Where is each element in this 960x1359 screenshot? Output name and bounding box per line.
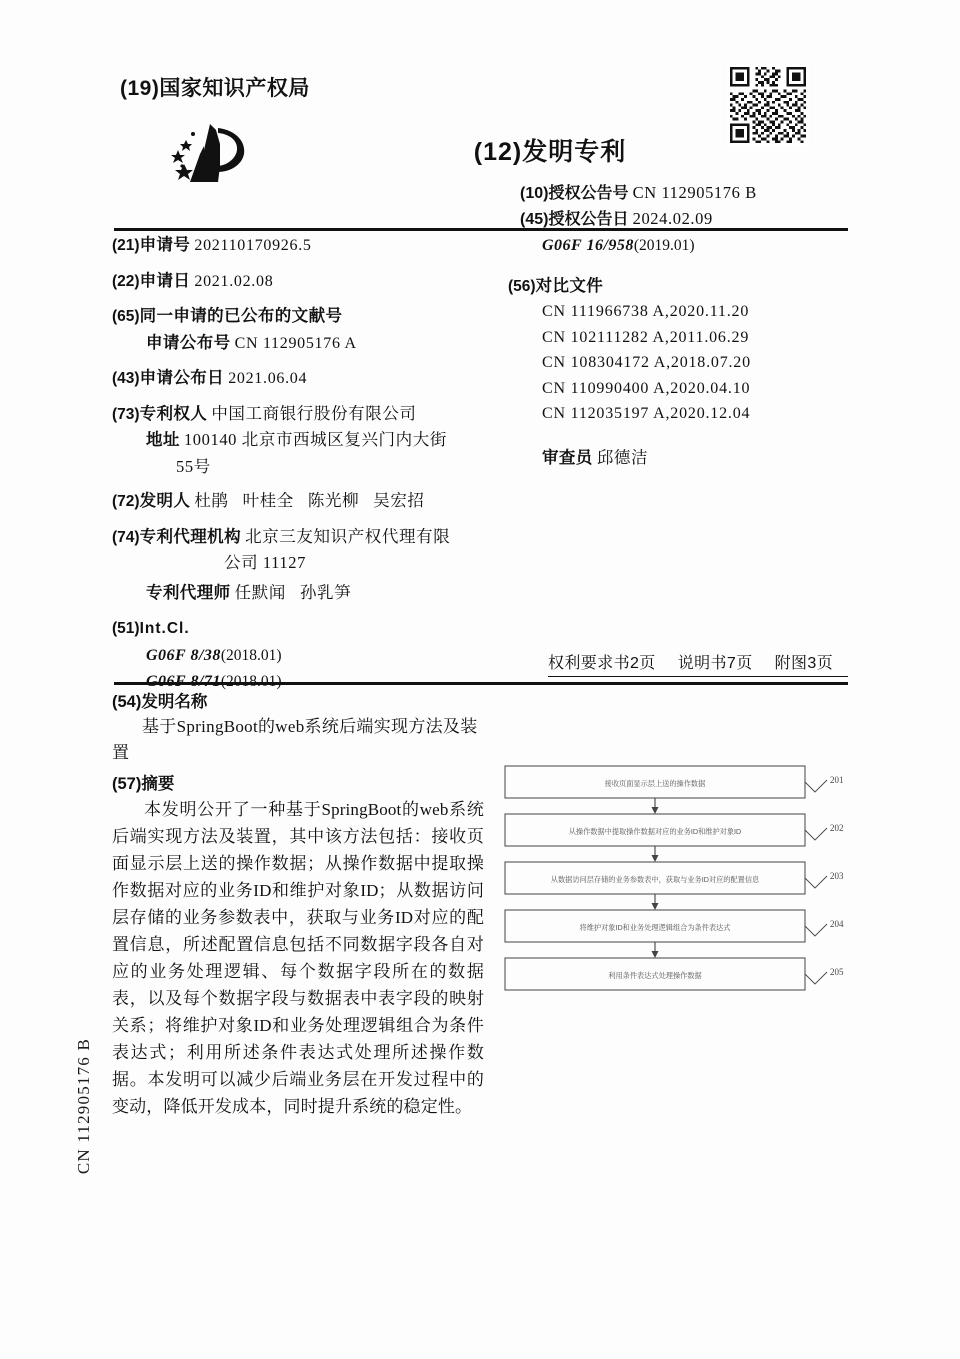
- patentee-heading: [112, 401, 502, 428]
- flow-step-text-201: 接收页面显示层上送的操作数据: [604, 779, 706, 788]
- field-agency: [112, 524, 502, 607]
- flow-step-text-204: 将维护对象ID和业务处理逻辑组合为条件表达式: [579, 923, 731, 932]
- bibliographic-right-column: [508, 232, 868, 480]
- flow-step-id-202: 202: [830, 823, 844, 833]
- citation-entry: CN 108304172 A,2018.07.20: [542, 354, 751, 371]
- int-cl-version: (2018.01): [220, 673, 282, 690]
- publication-date-code: (43): [112, 370, 140, 387]
- document-kind-title: [400, 132, 700, 168]
- office-code: (19): [120, 77, 160, 100]
- publication-date-label: 申请公布日: [139, 369, 225, 387]
- grant-publication-date-value: 2024.02.09: [632, 209, 713, 228]
- agent-label: 专利代理师: [146, 583, 231, 602]
- agency-heading: [112, 524, 502, 551]
- int-cl-code: (51): [112, 620, 140, 637]
- prior-publication-code: (65): [112, 308, 140, 325]
- agency-label: 专利代理机构: [139, 527, 241, 546]
- kind-name: 发明专利: [522, 138, 627, 166]
- agent-names: [235, 583, 366, 602]
- divider-top: [114, 228, 848, 231]
- citation-entry: CN 110990400 A,2020.04.10: [542, 379, 751, 397]
- field-inventors: [112, 488, 502, 515]
- int-cl-heading: [112, 615, 502, 642]
- examiner-label: 审查员: [542, 448, 593, 467]
- prior-publication-heading: [112, 303, 502, 330]
- inventor-name: 陈光柳: [307, 491, 360, 510]
- invention-title-label: 发明名称: [141, 693, 208, 711]
- abstract-text: 本发明公开了一种基于SpringBoot的web系统后端实现方法及装置，其中该方法包括：接收页面显示层上送的操作数据；从操作数据中提取操作数据对应的业务ID和维护对象ID；从数据访问层存储的业务参数表中，获取与业务ID对应的配置信息，所述配置信息包括不同数据字段各自对应的业务处理逻辑、每个数据字段所在的数据表，以及每个数据字段与数据表中表字段的映射关系；将维护对象ID和业务处理逻辑组合为条件表达式；利用所述条件表达式处理所述操作数据。本发明可以减少后端业务层在开发过程中的变动，降低开发成本，同时提升系统的稳定性。: [112, 800, 484, 1116]
- field-prior-publication: [112, 303, 502, 356]
- page-count-claims: 权利要求书2页: [548, 655, 656, 672]
- publication-date-value: 2021.06.04: [228, 370, 308, 387]
- patentee-label: 专利权人: [139, 404, 208, 423]
- office-name: 国家知识产权局: [159, 77, 310, 100]
- invention-title-heading: [112, 688, 482, 712]
- application-number-label: 申请号: [139, 236, 191, 254]
- issuing-office-line: [120, 72, 310, 102]
- abstract-heading: [112, 770, 484, 794]
- prior-publication-sub-label: 申请公布号: [146, 333, 231, 352]
- address-value-line1: 100140 北京市西城区复兴门内大街: [183, 430, 447, 449]
- patentee-address-line1: [112, 427, 502, 454]
- prior-publication-label: 同一申请的已公布的文献号: [139, 307, 343, 325]
- field-application-number: [112, 232, 502, 259]
- grant-publication-number-code: (10): [520, 185, 549, 202]
- agent-row: [112, 580, 502, 607]
- application-date-label: 申请日: [139, 271, 191, 290]
- int-cl-version: (2018.01): [220, 646, 282, 664]
- field-application-date: [112, 268, 502, 295]
- agency-line2: [112, 550, 502, 576]
- flow-step-id-203: 203: [830, 871, 844, 881]
- application-number-code: (21): [112, 237, 140, 254]
- citations-label: 对比文件: [535, 276, 604, 295]
- citations-heading: [508, 273, 868, 300]
- agency-value-line1: 北京三友知识产权代理有限: [245, 526, 451, 546]
- patentee-value: 中国工商银行股份有限公司: [211, 403, 417, 423]
- kind-code: (12): [473, 138, 523, 166]
- field-int-cl: [112, 615, 502, 695]
- citation-entry: CN 111966738 A,2020.11.20: [542, 303, 750, 320]
- grant-publication-number-label: 授权公告号: [548, 185, 629, 202]
- int-cl-continued-version: (2019.01): [633, 237, 695, 254]
- page-counts: [548, 650, 855, 673]
- abstract-figure-flowchart: [497, 762, 857, 1012]
- citation-entry: CN 112035197 A,2020.12.04: [542, 405, 751, 422]
- flow-step-id-205: 205: [830, 967, 844, 977]
- flow-step-id-204: 204: [830, 919, 844, 929]
- grant-publication-date-label: 授权公告日: [548, 211, 629, 228]
- address-value-line2: 55号: [176, 456, 211, 476]
- int-cl-continued-entry: [508, 232, 868, 259]
- application-date-value: 2021.02.08: [194, 272, 274, 290]
- agent-name: 孙乳笋: [299, 582, 352, 602]
- side-publication-code: CN 112905176 B: [74, 1038, 93, 1175]
- field-citations: [508, 273, 868, 427]
- abstract-code: (57): [112, 775, 142, 793]
- field-examiner: [508, 445, 868, 472]
- inventor-name: 叶桂全: [242, 491, 294, 510]
- flow-step-text-205: 利用条件表达式处理操作数据: [608, 971, 702, 980]
- flow-step-id-201: 201: [830, 775, 844, 785]
- int-cl-symbol: G06F 8/71: [146, 673, 221, 690]
- grant-publication-number-value: CN 112905176 B: [632, 183, 757, 202]
- examiner-value: 邱德洁: [596, 447, 649, 467]
- application-number-value: 202110170926.5: [194, 237, 312, 254]
- divider-pagecounts: [548, 676, 848, 677]
- section-invention-title: [112, 688, 482, 766]
- field-publication-date: [112, 365, 502, 392]
- bibliographic-left-column: [112, 232, 502, 704]
- abstract-label: 摘要: [141, 775, 175, 793]
- int-cl-label: Int.Cl.: [139, 620, 190, 637]
- grant-publication-date-code: (45): [520, 211, 549, 228]
- section-abstract: [112, 770, 484, 1120]
- flow-step-text-202: 从操作数据中提取操作数据对应的业务ID和维护对象ID: [568, 827, 742, 836]
- citation-entry: CN 102111282 A,2011.06.29: [542, 328, 750, 346]
- invention-title-code: (54): [112, 693, 142, 711]
- inventors-code: (72): [112, 493, 140, 510]
- patentee-address-line2: [112, 454, 502, 480]
- prior-publication-sub: [112, 330, 502, 357]
- address-label: 地址: [146, 431, 180, 449]
- qr-code-icon: [727, 64, 809, 146]
- patentee-code: (73): [112, 405, 140, 423]
- agency-code: (74): [112, 528, 140, 546]
- int-cl-entry: [112, 642, 502, 669]
- agent-name: 任默闻: [234, 582, 286, 602]
- citations-code: (56): [508, 277, 536, 295]
- inventors-value: [194, 491, 438, 510]
- int-cl-continued-symbol: G06F 16/958: [542, 237, 634, 254]
- cnipa-emblem-icon: [160, 120, 256, 192]
- flow-step-text-203: 从数据访问层存储的业务参数表中，获取与业务ID对应的配置信息: [550, 875, 760, 884]
- grant-publication-number-row: [520, 180, 860, 206]
- invention-title-text: 基于SpringBoot的web系统后端实现方法及装置: [112, 717, 478, 762]
- page-count-description: 说明书7页: [677, 655, 753, 672]
- inventors-label: 发明人: [139, 492, 191, 510]
- int-cl-symbol: G06F 8/38: [146, 646, 221, 664]
- inventor-name: 吴宏招: [373, 491, 425, 510]
- prior-publication-sub-value: CN 112905176 A: [234, 334, 357, 352]
- page-count-drawings: 附图3页: [774, 655, 834, 672]
- field-patentee: [112, 401, 502, 480]
- application-date-code: (22): [112, 272, 140, 290]
- inventor-name: 杜鹃: [194, 491, 229, 510]
- agency-value-line2: 公司 11127: [224, 553, 306, 572]
- publication-info-block: [520, 180, 860, 232]
